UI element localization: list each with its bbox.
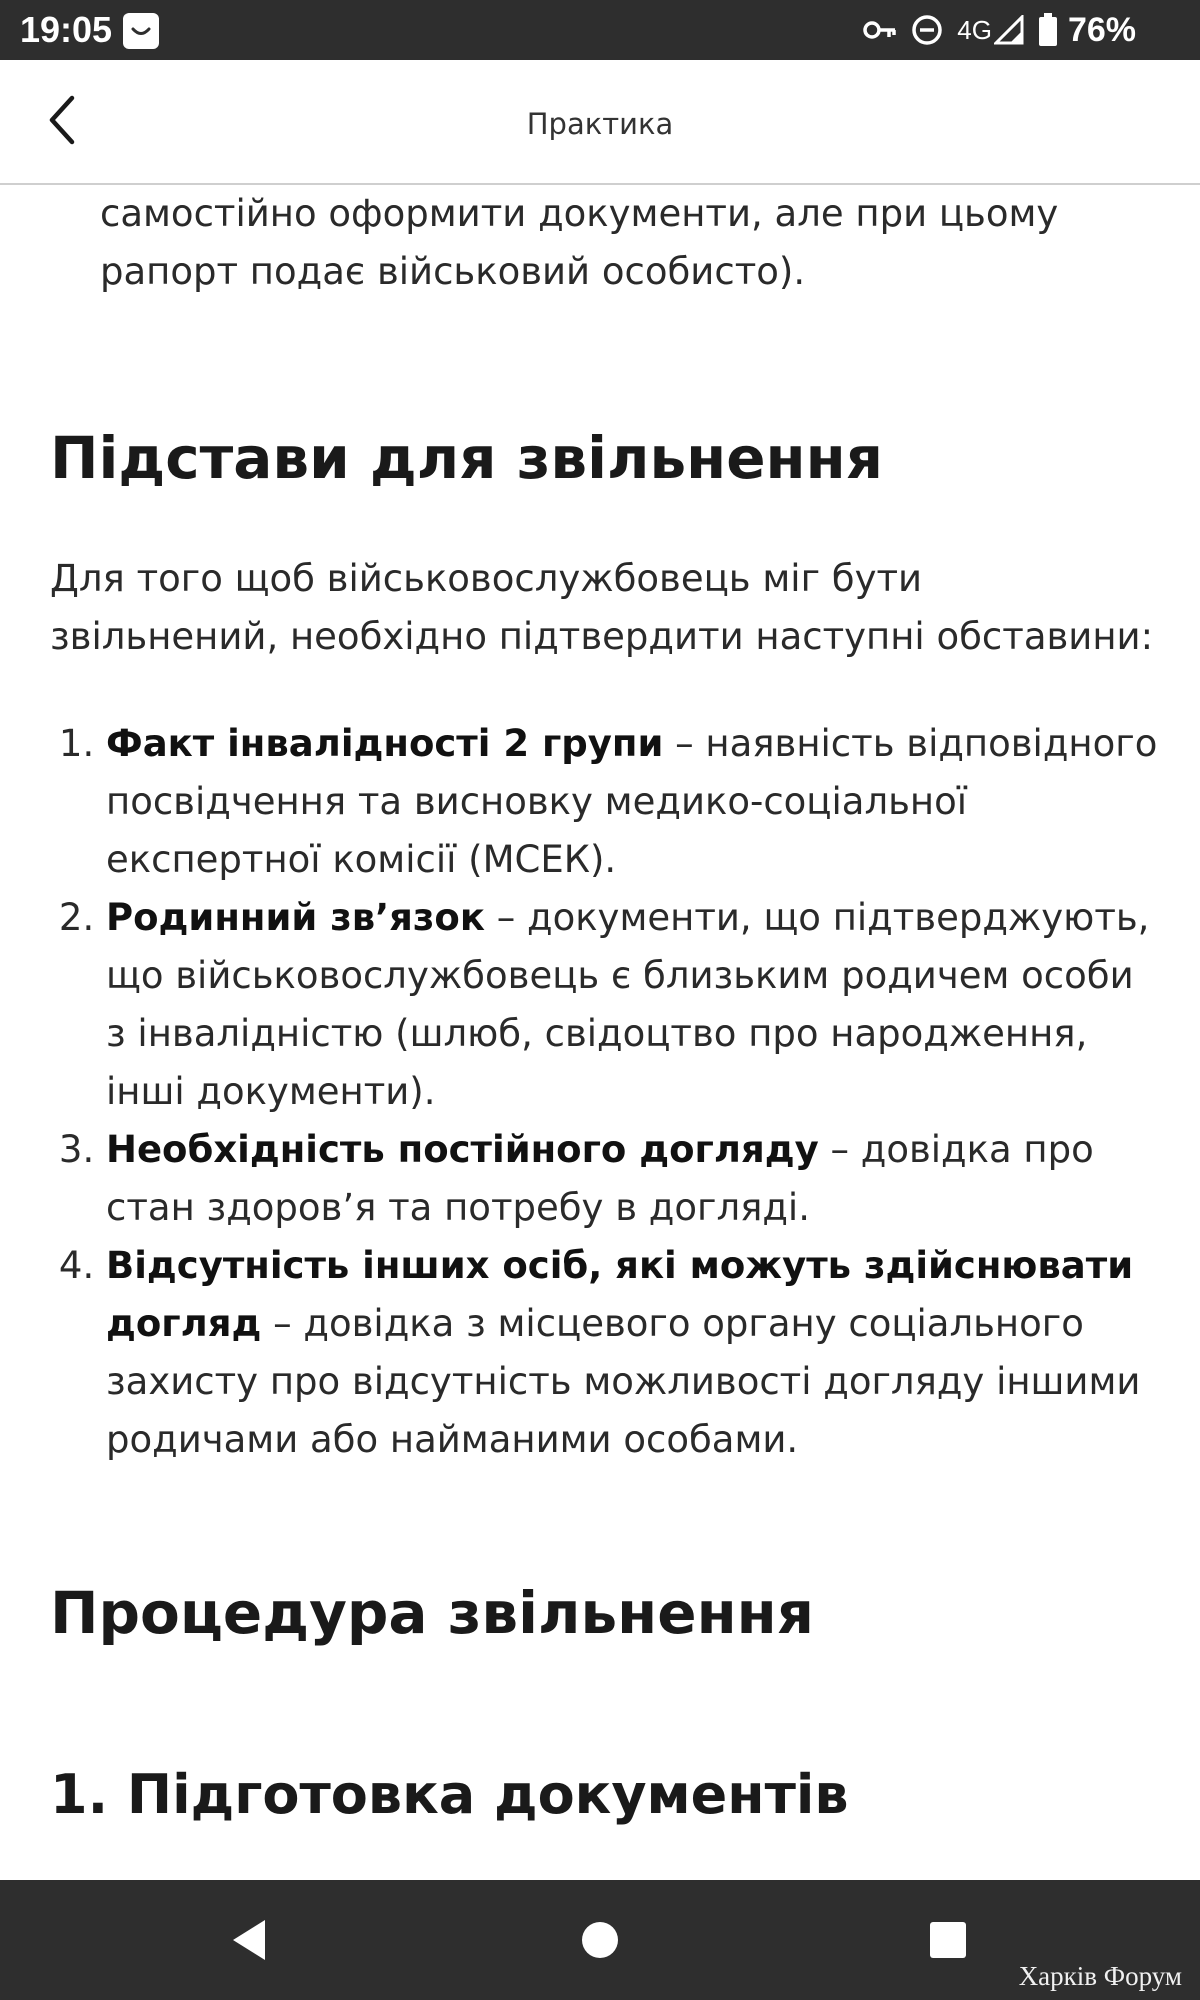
list-item-title: Родинний зв’язок (106, 896, 485, 939)
list-item-text: – наявність відповідного посвідчення та висновку медико-соціальної експертної комісії (МСЕК). (106, 722, 1158, 881)
subsection-heading-documents: 1. Підготовка документів (50, 1763, 849, 1826)
app-header (0, 60, 1200, 185)
list-item-text: – довідка про стан здоров’я та потребу в догляді. (106, 1128, 1094, 1229)
status-time: 19:05 (20, 9, 113, 50)
list-item-title: Факт інвалідності 2 групи (106, 722, 664, 765)
back-button[interactable] (40, 90, 92, 150)
do-not-disturb-icon (911, 14, 943, 46)
list-item (106, 1121, 1160, 1237)
nav-home-button[interactable] (570, 1910, 630, 1970)
chevron-left-icon (40, 90, 92, 150)
section-heading-procedure: Процедура звільнення (50, 1579, 814, 1647)
article-content (0, 185, 1200, 1880)
lead-line: самостійно оформити документи, але при цьому (100, 192, 1059, 235)
status-bar (0, 0, 1200, 60)
list-item-text: – довідка з місцевого органу соціального захисту про відсутність можливості догляду іншими родичами або найманими особами. (106, 1302, 1141, 1461)
list-item (106, 889, 1160, 1121)
status-icons (849, 8, 1136, 52)
list-item (106, 715, 1160, 889)
list-item-title: Необхідність постійного догляду (106, 1128, 819, 1171)
battery-icon (1038, 13, 1058, 47)
network-type: 4G (957, 15, 992, 45)
list-item-text: – документи, що підтверджують, що військовослужбовець є близьким родичем особи з інвалідністю (шлюб, свідоцтво про народження, інші документи). (106, 896, 1150, 1113)
system-nav-bar (0, 1880, 1200, 2000)
watermark: Харків Форум (1018, 1961, 1182, 1991)
requirements-list (50, 715, 1160, 1469)
circle-home-icon (580, 1920, 620, 1960)
nav-recents-button[interactable] (918, 1910, 978, 1970)
vpn-key-icon (863, 19, 897, 41)
section-heading-grounds: Підстави для звільнення (50, 424, 883, 492)
square-recents-icon (928, 1920, 968, 1960)
triangle-back-icon (229, 1918, 269, 1962)
signal-icon (994, 15, 1024, 45)
nav-back-button[interactable] (219, 1910, 279, 1970)
lead-line: рапорт подає військовий особисто). (100, 250, 806, 293)
list-item (106, 1237, 1160, 1469)
intro-paragraph: Для того щоб військовослужбовець міг бути звільнений, необхідно підтвердити наступні обставини: (50, 557, 1154, 658)
bag-notification-icon (122, 12, 160, 50)
battery-percent: 76% (1067, 11, 1136, 49)
list-item-title: Відсутність інших осіб, які можуть здійснювати догляд (106, 1244, 1134, 1345)
lead-paragraph (100, 185, 1180, 301)
page-title: Практика (526, 107, 674, 141)
